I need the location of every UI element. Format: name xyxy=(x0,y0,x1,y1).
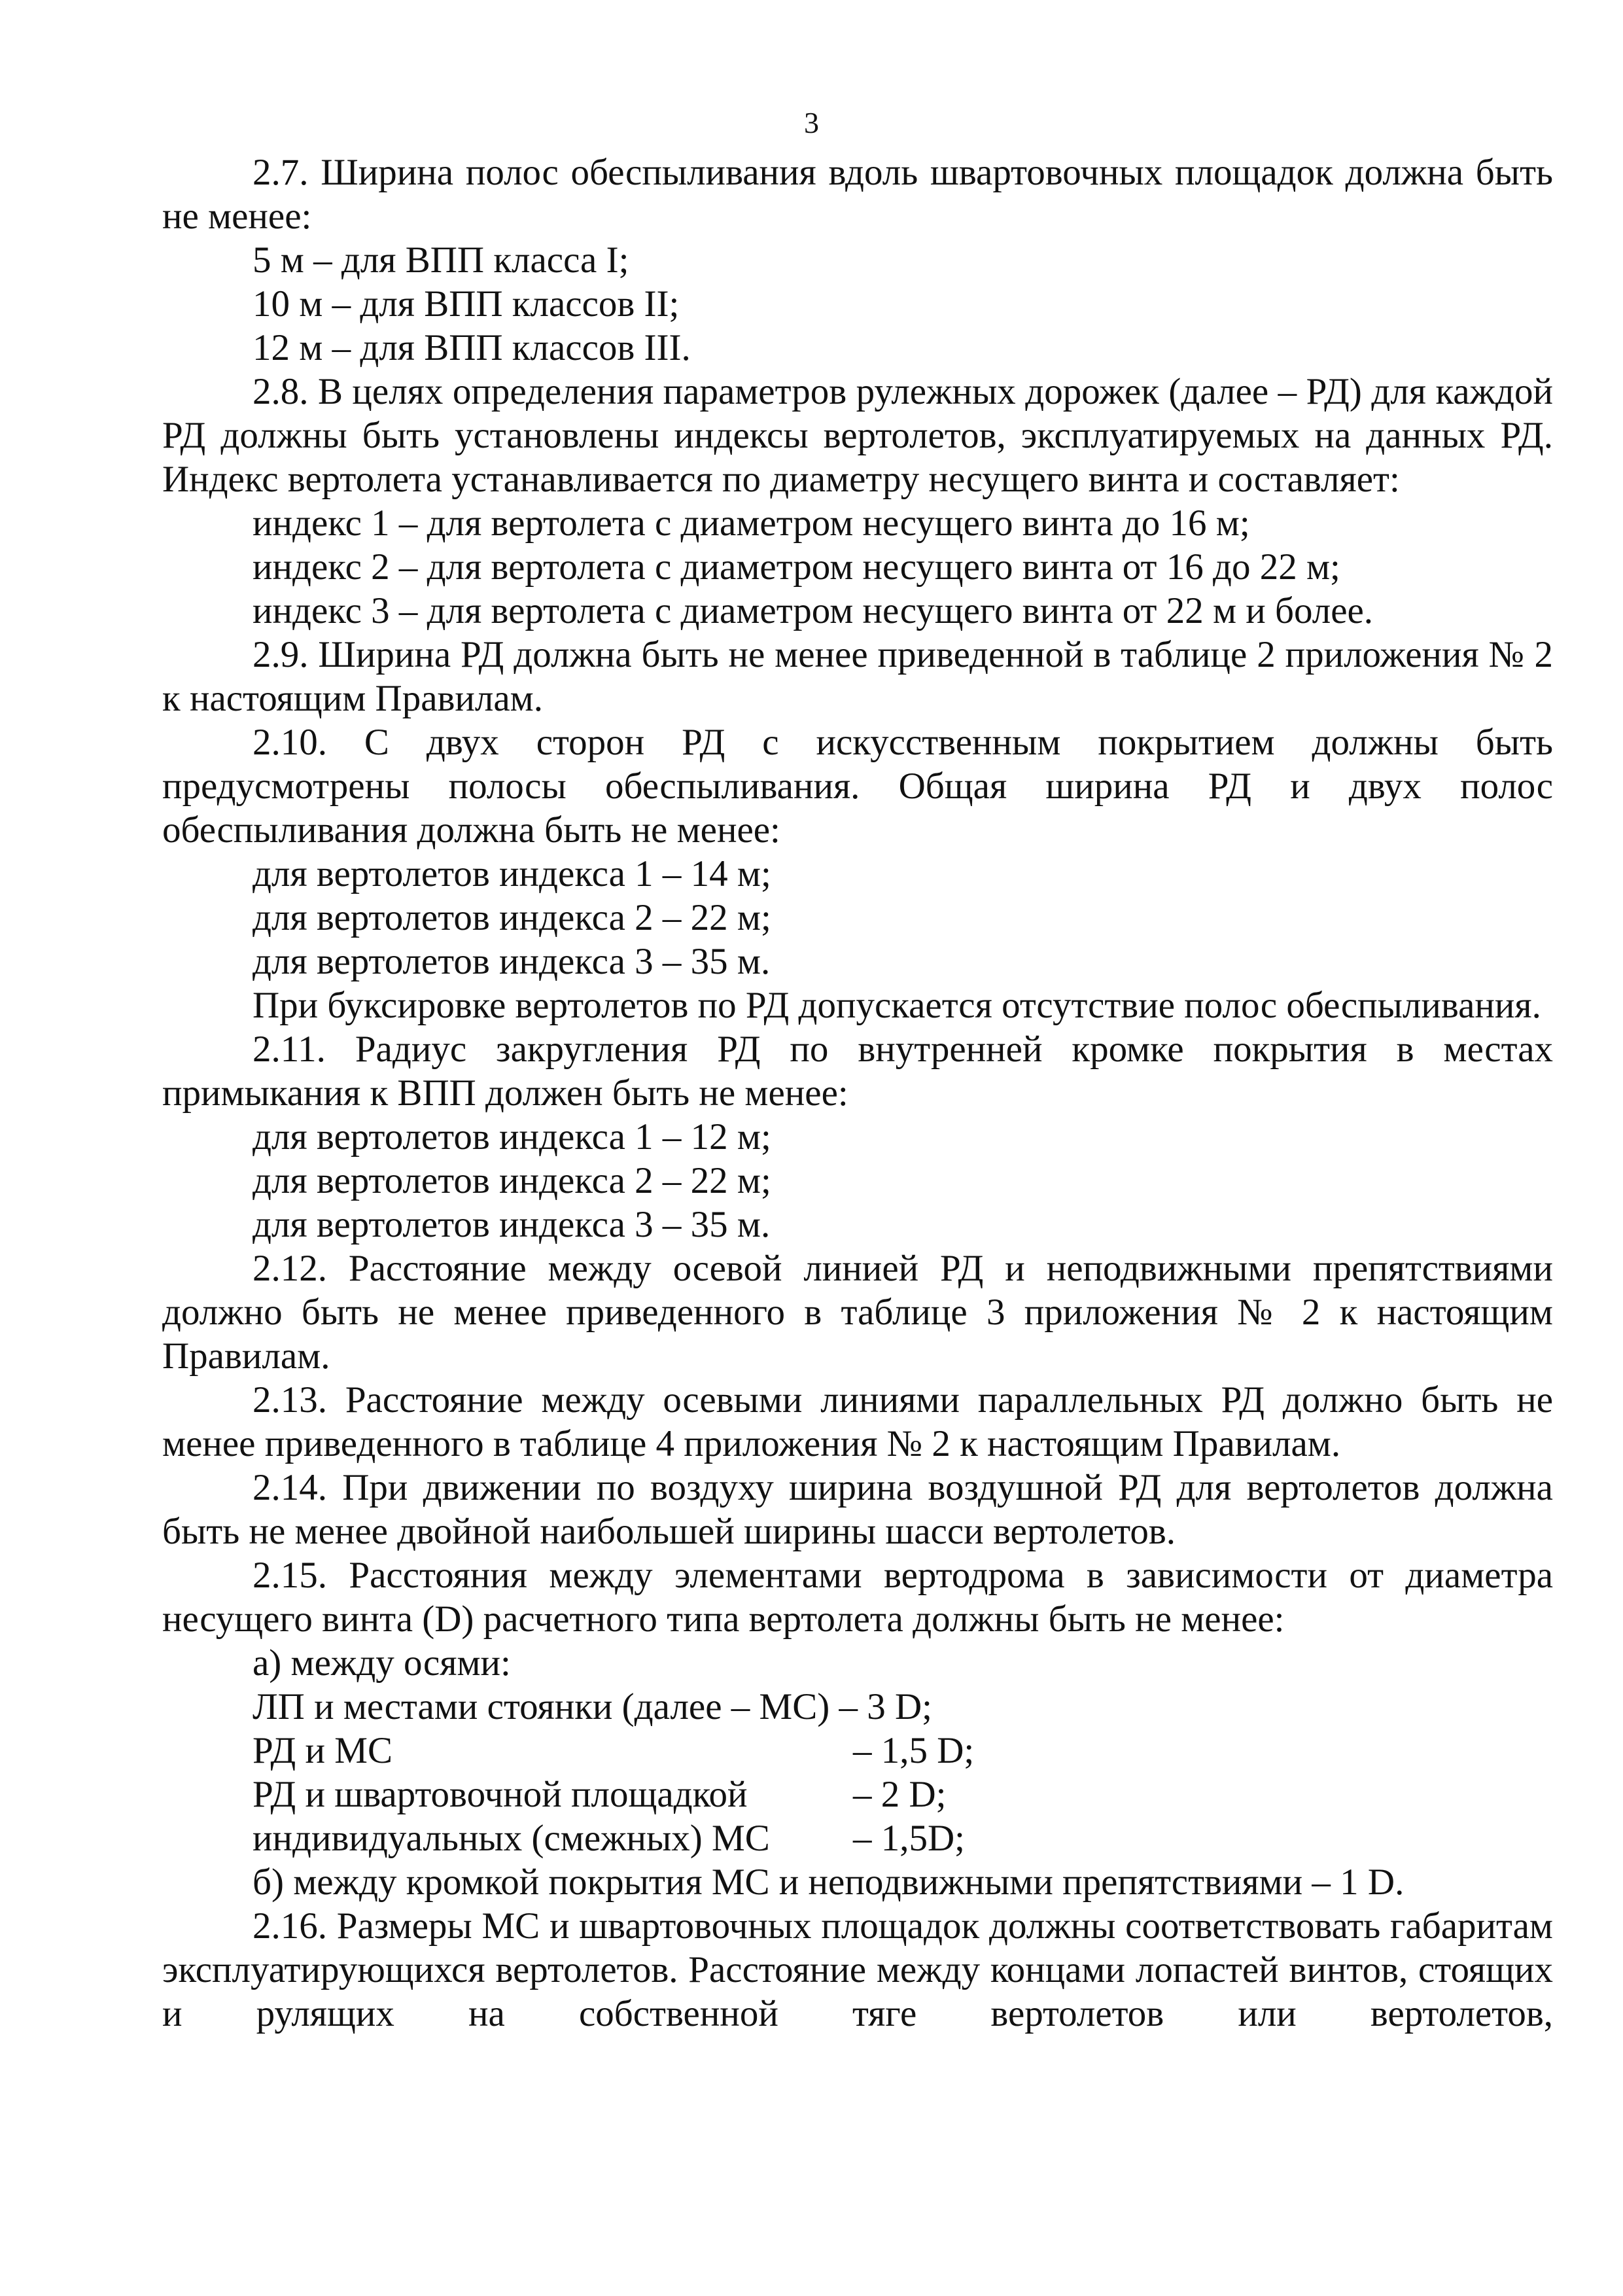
distance-value: – 1,5D; xyxy=(853,1818,965,1859)
paragraph-2-10-note: При буксировке вертолетов по РД допускается отсутствие полос обеспыливания. xyxy=(253,985,1541,1026)
list-item: индекс 3 – для вертолета с диаметром несущего винта от 22 м и более. xyxy=(253,590,1374,631)
list-item: индекс 2 – для вертолета с диаметром несущего винта от 16 до 22 м; xyxy=(253,546,1340,588)
paragraph-2-11: 2.11. Радиус закругления РД по внутренней кромке покрытия в местах примыкания к ВПП должен быть не менее: xyxy=(162,1029,1553,1114)
distance-row xyxy=(162,1773,1553,1816)
list-item: а) между осями: xyxy=(253,1642,511,1684)
paragraph-2-14: 2.14. При движении по воздуху ширина воздушной РД для вертолетов должна быть не менее двойной наибольшей ширины шасси вертолетов. xyxy=(162,1467,1553,1552)
list-item: ЛП и местами стоянки (далее – МС) – 3 D; xyxy=(253,1686,932,1727)
distance-label: индивидуальных (смежных) МС xyxy=(253,1818,770,1859)
list-item: б) между кромкой покрытия МС и неподвижными препятствиями – 1 D. xyxy=(253,1862,1405,1903)
distance-value: – 2 D; xyxy=(853,1774,947,1815)
list-item: 12 м – для ВПП классов III. xyxy=(253,327,691,368)
paragraph-2-10: 2.10. С двух сторон РД с искусственным покрытием должны быть предусмотрены полосы обеспыливания. Общая ширина РД и двух полос обеспыливания должна быть не менее: xyxy=(162,722,1553,851)
paragraph-2-7: 2.7. Ширина полос обеспыливания вдоль швартовочных площадок должна быть не менее: xyxy=(162,152,1553,237)
list-item: для вертолетов индекса 1 – 12 м; xyxy=(253,1116,771,1157)
list-item: 5 м – для ВПП класса I; xyxy=(253,239,629,281)
paragraph-2-9: 2.9. Ширина РД должна быть не менее приведенной в таблице 2 приложения № 2 к настоящим Правилам. xyxy=(162,634,1553,719)
distance-value: – 1,5 D; xyxy=(853,1730,975,1771)
paragraph-2-8: 2.8. В целях определения параметров рулежных дорожек (далее – РД) для каждой РД должны быть установлены индексы вертолетов, эксплуатируемых на данных РД. Индекс вертолета устанавливается по диаметру несущего винта и составляет: xyxy=(162,371,1553,500)
page-number: 3 xyxy=(804,106,819,139)
list-item: для вертолетов индекса 3 – 35 м. xyxy=(253,941,771,982)
paragraph-2-12: 2.12. Расстояние между осевой линией РД и неподвижными препятствиями должно быть не менее приведенного в таблице 3 приложения № 2 к настоящим Правилам. xyxy=(162,1248,1553,1377)
list-item: 10 м – для ВПП классов II; xyxy=(253,283,680,325)
list-item: для вертолетов индекса 1 – 14 м; xyxy=(253,853,771,894)
paragraph-2-16: 2.16. Размеры МС и швартовочных площадок должны соответствовать габаритам эксплуатирующихся вертолетов. Расстояние между концами лопастей винтов, стоящих и рулящих на собственной тяге вертолетов или вертолетов, xyxy=(162,1905,1553,2034)
list-item: для вертолетов индекса 3 – 35 м. xyxy=(253,1204,771,1245)
distance-label: РД и швартовочной площадкой xyxy=(253,1774,748,1815)
document-body xyxy=(162,150,1553,2036)
list-item: для вертолетов индекса 2 – 22 м; xyxy=(253,897,771,938)
list-item: индекс 1 – для вертолета с диаметром несущего винта до 16 м; xyxy=(253,503,1250,544)
paragraph-2-15: 2.15. Расстояния между элементами вертодрома в зависимости от диаметра несущего винта (D) расчетного типа вертолета должны быть не менее: xyxy=(162,1555,1553,1640)
paragraph-2-13: 2.13. Расстояние между осевыми линиями параллельных РД должно быть не менее приведенного в таблице 4 приложения № 2 к настоящим Правилам. xyxy=(162,1379,1553,1464)
distance-row xyxy=(162,1816,1553,1860)
list-item: для вертолетов индекса 2 – 22 м; xyxy=(253,1160,771,1201)
distance-label: РД и МС xyxy=(253,1730,393,1771)
distance-row xyxy=(162,1729,1553,1773)
